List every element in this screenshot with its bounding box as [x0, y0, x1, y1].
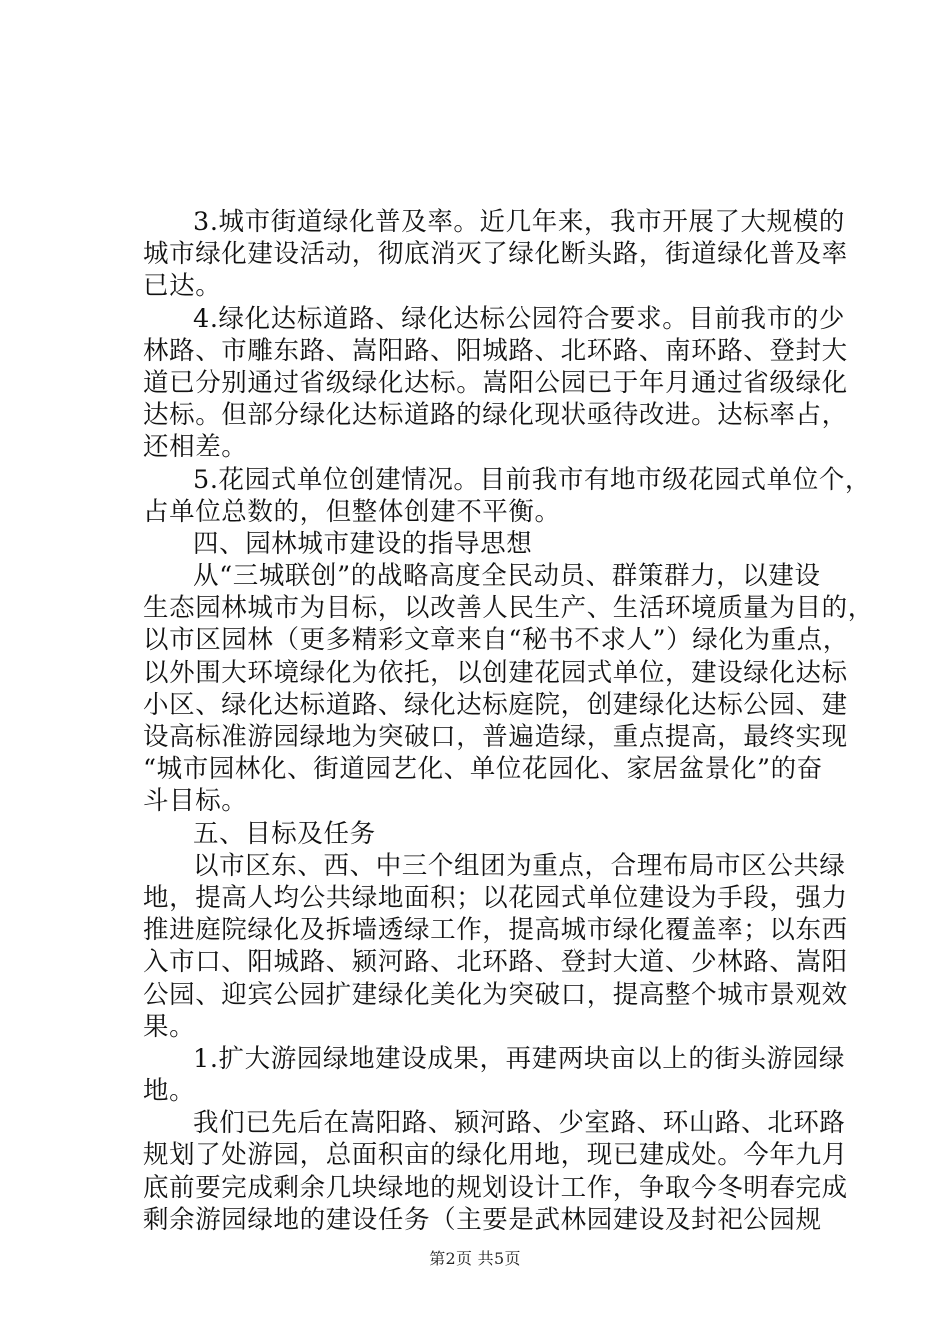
text-line: 还相差。	[143, 432, 248, 463]
text-line: 已达。	[143, 271, 222, 302]
text-line: 4.绿化达标道路、绿化达标公园符合要求。目前我市的少	[193, 303, 845, 334]
text-line: 地，提高人均公共绿地面积；以花园式单位建设为手段，强力	[143, 882, 848, 913]
text-line: 达标。但部分绿化达标道路的绿化现状亟待改进。达标率占，	[143, 400, 848, 431]
text-line: 以市区东、西、中三个组团为重点，合理布局市区公共绿	[193, 850, 846, 881]
text-line: 小区、绿化达标道路、绿化达标庭院，创建绿化达标公园、建	[143, 689, 848, 720]
text-line: 设高标准游园绿地为突破口，普遍造绿，重点提高，最终实现	[143, 722, 848, 752]
text-line: 5.花园式单位创建情况。目前我市有地市级花园式单位个，	[193, 464, 872, 495]
text-line: 1.扩大游园绿地建设成果，再建两块亩以上的街头游园绿	[193, 1043, 845, 1074]
text-line: 3.城市街道绿化普及率。近几年来，我市开展了大规模的	[193, 207, 845, 237]
text-line: 我们已先后在嵩阳路、颍河路、少室路、环山路、北环路	[193, 1108, 846, 1139]
text-line: 斗目标。	[143, 786, 248, 817]
text-line: 道已分别通过省级绿化达标。嵩阳公园已于年月通过省级绿化	[143, 367, 848, 398]
text-line: 入市口、阳城路、颍河路、北环路、登封大道、少林路、嵩阳	[143, 947, 848, 978]
text-line: 生态园林城市为目标，以改善人民生产、生活环境质量为目的，	[143, 593, 874, 624]
text-line: 果。	[143, 1011, 196, 1042]
text-line: “城市园林化、街道园艺化、单位花园化、家居盆景化”的奋	[143, 754, 823, 785]
text-line: 从“三城联创”的战略高度全民动员、群策群力，以建设	[193, 561, 821, 592]
text-line: 占单位总数的，但整体创建不平衡。	[143, 496, 561, 527]
text-line: 以外围大环境绿化为依托，以创建花园式单位，建设绿化达标	[143, 657, 848, 688]
document-body	[143, 206, 874, 1236]
text-line: 地。	[143, 1076, 196, 1107]
text-line: 推进庭院绿化及拆墙透绿工作，提高城市绿化覆盖率；以东西	[143, 915, 848, 946]
text-line: 剩余游园绿地的建设任务（主要是武林园建设及封祀公园规	[143, 1204, 822, 1235]
text-line: 城市绿化建设活动，彻底消灭了绿化断头路，街道绿化普及率	[143, 239, 848, 270]
text-line: 公园、迎宾公园扩建绿化美化为突破口，提高整个城市景观效	[143, 979, 848, 1010]
text-line: 规划了处游园，总面积亩的绿化用地，现已建成处。今年九月	[143, 1140, 848, 1171]
text-line: 底前要完成剩余几块绿地的规划设计工作，争取今冬明春完成	[143, 1172, 848, 1203]
text-line: 林路、市雕东路、嵩阳路、阳城路、北环路、南环路、登封大	[143, 335, 848, 366]
text-line: 四、园林城市建设的指导思想	[193, 528, 533, 559]
text-line: 五、目标及任务	[193, 818, 376, 849]
text-line: 以市区园林（更多精彩文章来自“秘书不求人”）绿化为重点，	[143, 625, 849, 656]
page-footer: 第2页 共5页	[429, 1249, 521, 1268]
